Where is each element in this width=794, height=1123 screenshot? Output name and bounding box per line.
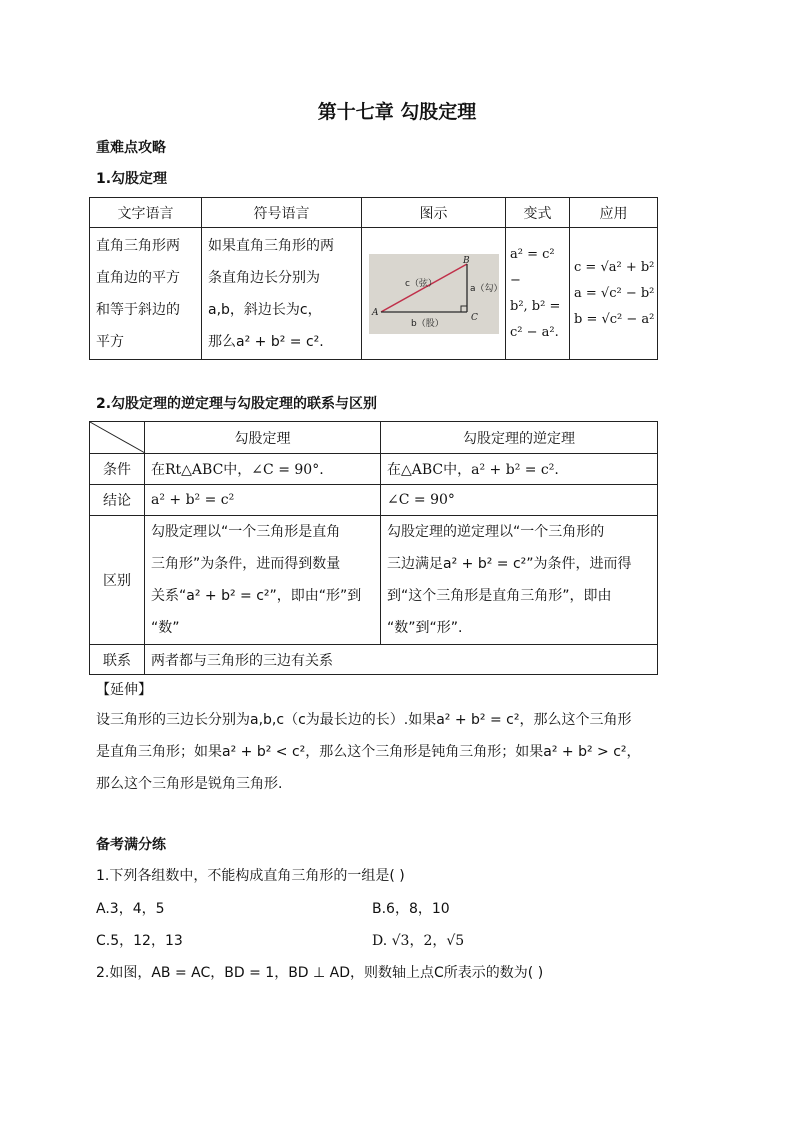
application-cell <box>570 228 658 360</box>
variant-cell <box>506 228 570 360</box>
text-line: 平方 <box>96 334 124 350</box>
row-label-difference: 区别 <box>90 516 145 645</box>
q1-option-b[interactable]: B.6，8，10 <box>372 901 450 917</box>
header-variant: 变式 <box>506 198 570 228</box>
diagonal-line <box>90 422 145 453</box>
extend-paragraph <box>96 704 696 800</box>
q1-option-c[interactable]: C.5，12，13 <box>96 933 183 949</box>
header-converse: 勾股定理的逆定理 <box>381 422 658 454</box>
diagonal-header-cell <box>90 422 145 454</box>
difference-line: 勾股定理以“一个三角形是直角 <box>151 524 341 540</box>
hyp-label: c（弦） <box>404 278 437 289</box>
connection-text: 两者都与三角形的三边有关系 <box>145 645 658 675</box>
subheading-converse: 2.勾股定理的逆定理与勾股定理的联系与区别 <box>96 396 378 412</box>
application-line: c = √a² + b² <box>574 259 655 275</box>
difference-line: “数” <box>151 620 180 636</box>
text-line: 和等于斜边的 <box>96 302 180 318</box>
extend-line: 那么这个三角形是锐角三角形. <box>96 776 283 792</box>
difference-line: 三角形”为条件，进而得到数量 <box>151 556 341 572</box>
vertex-b-label: B <box>462 255 470 266</box>
pythagorean-table <box>89 197 658 360</box>
difference-line: 关系“a² + b² = c²”，即由“形”到 <box>151 588 362 604</box>
header-application: 应用 <box>570 198 658 228</box>
text-language-cell <box>90 228 202 360</box>
difference-converse <box>381 516 658 645</box>
row-label-conclusion: 结论 <box>90 485 145 516</box>
difference-line: 到“这个三角形是直角三角形”，即由 <box>387 588 612 604</box>
comparison-table <box>89 421 658 675</box>
symbol-line: 那么a² + b² = c². <box>208 334 324 350</box>
variant-line: c² − a². <box>510 324 559 340</box>
right-triangle-figure <box>369 254 503 334</box>
variant-line: b², b² = <box>510 298 561 314</box>
page-title: 第十七章 勾股定理 <box>317 101 477 123</box>
variant-line: a² = c² − <box>510 246 555 288</box>
leg-a-label: a（勾） <box>469 283 503 294</box>
header-symbol-language: 符号语言 <box>202 198 362 228</box>
leg-b-label: b（股） <box>410 318 444 329</box>
text-line: 直角边的平方 <box>96 270 180 286</box>
extend-line: 设三角形的三边长分别为a,b,c（c为最长边的长）.如果a² + b² = c²，那么这个三角形 <box>96 712 632 728</box>
extend-label: 【延伸】 <box>96 682 152 698</box>
difference-line: 勾股定理的逆定理以“一个三角形的 <box>387 524 605 540</box>
question-1-stem: 1.下列各组数中，不能构成直角三角形的一组是( ) <box>96 868 405 884</box>
row-label-condition: 条件 <box>90 454 145 485</box>
section-heading-practice: 备考满分练 <box>96 837 166 853</box>
difference-line: 三边满足a² + b² = c²”为条件，进而得 <box>387 556 632 572</box>
symbol-language-cell <box>202 228 362 360</box>
question-2-stem: 2.如图，AB = AC，BD = 1，BD ⊥ AD，则数轴上点C所表示的数为( ) <box>96 965 544 981</box>
row-label-connection: 联系 <box>90 645 145 675</box>
header-figure: 图示 <box>362 198 506 228</box>
condition-theorem: 在Rt△ABC中，∠C = 90°. <box>145 454 381 485</box>
header-theorem: 勾股定理 <box>145 422 381 454</box>
extend-line: 是直角三角形；如果a² + b² < c²，那么这个三角形是钝角三角形；如果a² + b² > c²， <box>96 744 641 760</box>
vertex-c-label: C <box>470 312 478 323</box>
difference-line: “数”到“形”. <box>387 620 463 636</box>
subheading-pythagorean-theorem: 1.勾股定理 <box>96 171 168 187</box>
condition-converse: 在△ABC中，a² + b² = c². <box>381 454 658 485</box>
conclusion-theorem: a² + b² = c² <box>145 485 381 516</box>
text-line: 直角三角形两 <box>96 238 180 254</box>
q1-option-d[interactable]: D. √3，2，√5 <box>372 933 465 949</box>
application-line: a = √c² − b² <box>574 285 655 301</box>
difference-theorem <box>145 516 381 645</box>
header-text-language: 文字语言 <box>90 198 202 228</box>
q1-option-a[interactable]: A.3，4，5 <box>96 901 165 917</box>
section-heading-key-points: 重难点攻略 <box>96 140 166 156</box>
vertex-a-label: A <box>371 307 378 318</box>
symbol-line: 如果直角三角形的两 <box>208 238 334 254</box>
figure-cell <box>362 228 506 360</box>
conclusion-converse: ∠C = 90° <box>381 485 658 516</box>
application-line: b = √c² − a² <box>574 311 655 327</box>
symbol-line: a,b，斜边长为c， <box>208 302 322 318</box>
symbol-line: 条直角边长分别为 <box>208 270 320 286</box>
